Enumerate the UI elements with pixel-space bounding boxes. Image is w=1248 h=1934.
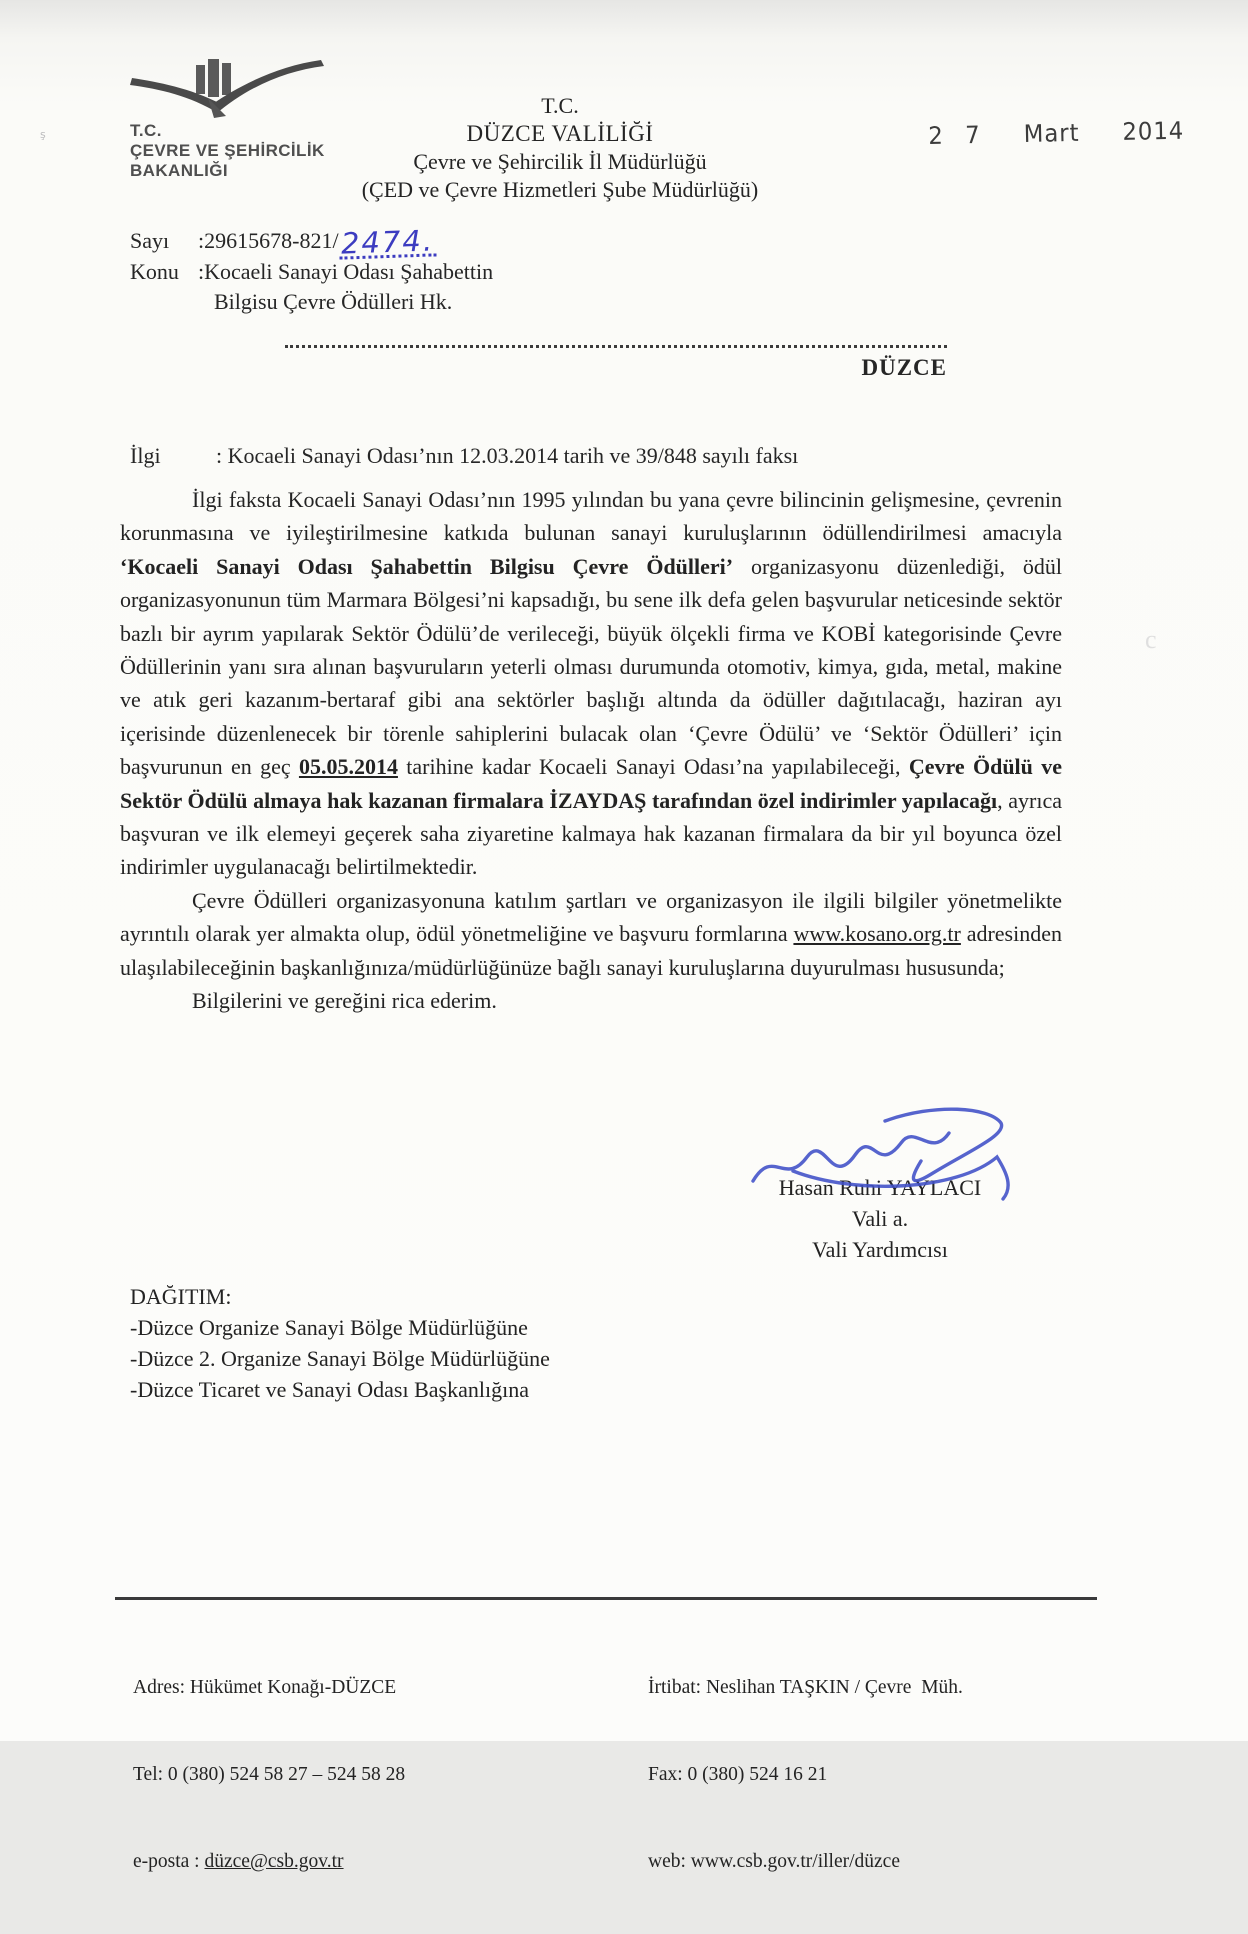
- sayi-handwritten-number: 2474.: [339, 223, 435, 261]
- ministry-name-line2: BAKANLIĞI: [130, 161, 229, 180]
- konu-line1: :Kocaeli Sanayi Odası Şahabettin: [198, 259, 494, 284]
- footer-left: [133, 1615, 405, 1934]
- distribution-item: -Düzce Organize Sanayi Bölge Müdürlüğüne: [130, 1315, 528, 1340]
- letterhead-tc: T.C.: [541, 93, 579, 118]
- body-text: adresinden ulaşılabileceğinin başkanlığınıza/müdürlüğünüze bağlı sanayi kuruluşlarına duyurulması hususunda;: [120, 921, 1062, 980]
- sayi-label: Sayı: [130, 228, 170, 253]
- footer-rule: [115, 1597, 1097, 1600]
- footer-email-row: [133, 1847, 405, 1876]
- footer-phone: Tel: 0 (380) 524 58 27 – 524 58 28: [133, 1764, 406, 1785]
- recipient-dotted-line: [285, 345, 947, 348]
- body-text: İlgi faksta Kocaeli Sanayi Odası’nın 1995 yılından bu yana çevre bilincinin gelişmesine, çevrenin korunmasına ve iyileştirilmesine katkıda bulunan sanayi kuruluşlarının ödüllendirilmesi amacıyla: [120, 487, 1062, 546]
- konu-label: Konu: [130, 259, 179, 284]
- award-name-bold: ‘Kocaeli Sanayi Odası Şahabettin Bilgisu Çevre Ödülleri’: [120, 553, 734, 579]
- konu-line2: Bilgisu Çevre Ödülleri Hk.: [214, 289, 453, 314]
- body-paragraph-2: [120, 884, 1062, 984]
- distribution-item: -Düzce Ticaret ve Sanayi Odası Başkanlığına: [130, 1377, 529, 1402]
- footer-contact: İrtibat: Neslihan TAŞKIN / Çevre Müh.: [648, 1677, 963, 1698]
- recipient-city: DÜZCE: [861, 355, 947, 380]
- body-text: Çevre Ödülleri organizasyonuna katılım şartları ve organizasyon ile ilgili bilgiler yönetmelikte ayrıntılı olarak yer almakta olup, ödül yönetmeliğine ve başvuru formlarına: [120, 887, 1062, 947]
- footer-web: web: www.csb.gov.tr/iller/düzce: [648, 1851, 900, 1872]
- izaydas-discount-bold: Çevre Ödülü ve Sektör Ödülü almaya hak kazanan firmalara İZAYDAŞ tarafından özel indirimler yapılacağı: [120, 754, 1062, 813]
- signature-block: [690, 1172, 1070, 1265]
- date-stamp: 2 7 Mart 2014: [928, 116, 1185, 150]
- ministry-tc-label: T.C.: [130, 121, 162, 140]
- letterhead-branch: (ÇED ve Çevre Hizmetleri Şube Müdürlüğü): [361, 177, 759, 202]
- signer-title-1: Vali a.: [851, 1206, 909, 1231]
- body-text: tarihine kadar Kocaeli Sanayi Odası’na yapılabileceği,: [397, 754, 909, 780]
- signer-name: Hasan Ruhi YAYLACI: [778, 1175, 982, 1200]
- kosano-url-underline: www.kosano.org.tr: [793, 921, 961, 947]
- body-text: organizasyonu düzenlediği, ödül organizasyonunun tüm Marmara Bölgesi’ni kapsadığı, bu sene ilk defa gelen başvurular neticesinde sektör bazlı bir ayrım yapılarak Sektör Ödülü’de verileceği, büyük ölçekli firma ve KOBİ kategorisinde Çevre Ödüllerinin yanı sıra alınan başvuruların yeterli olması durumunda otomotiv, kimya, gıda, metal, makine ve atık geri kazanım-bertaraf gibi ana sektörler başlığı altında da ödüller dağıtılacağı, haziran ayı içerisinde düzenlenecek bir törenle sahiplerini bulacak olan ‘Çevre Ödülü’ ve ‘Sektör Ödülleri’ için başvurunun en geç: [120, 553, 1063, 780]
- distribution-list: [130, 1281, 550, 1405]
- footer-email-address: düzce@csb.gov.tr: [204, 1851, 344, 1872]
- scan-artifact: ş: [40, 128, 46, 141]
- letterhead-directorate: Çevre ve Şehircilik İl Müdürlüğü: [413, 149, 707, 174]
- sayi-value-row: [198, 223, 436, 261]
- footer-right: [648, 1615, 963, 1934]
- deadline-date-bold-underline: 05.05.2014: [298, 754, 398, 780]
- footer-fax: Fax: 0 (380) 524 16 21: [648, 1764, 828, 1785]
- letterhead-governorship: DÜZCE VALİLİĞİ: [466, 121, 654, 146]
- ilgi-value: : Kocaeli Sanayi Odası’nın 12.03.2014 tarih ve 39/848 sayılı faksı: [216, 443, 799, 468]
- closing-sentence: Bilgilerini ve gereğini rica ederim.: [192, 988, 497, 1014]
- ilgi-label: İlgi: [130, 443, 161, 468]
- footer-email-label: e-posta :: [133, 1851, 205, 1872]
- body-text: , ayrıca başvuran ve ilk elemeyi geçerek saha ziyaretine kalmaya hak kazanan firmalara da bir yıl boyunca özel indirimler uygulanacağı belirtilmektedir.: [120, 787, 1062, 880]
- footer-address: Adres: Hükümet Konağı-DÜZCE: [133, 1677, 397, 1698]
- distribution-title: DAĞITIM:: [130, 1284, 232, 1309]
- body-paragraph-1: [120, 483, 1062, 884]
- distribution-item: -Düzce 2. Organize Sanayi Bölge Müdürlüğüne: [130, 1346, 550, 1371]
- signer-title-2: Vali Yardımcısı: [812, 1237, 948, 1262]
- letterhead-center: [260, 92, 860, 204]
- letter-body: [120, 483, 1062, 1018]
- sayi-number: :29615678-821/: [198, 228, 339, 253]
- scan-artifact: c: [1145, 625, 1157, 654]
- ministry-name-line: ÇEVRE VE ŞEHİRCİLİK: [130, 141, 325, 160]
